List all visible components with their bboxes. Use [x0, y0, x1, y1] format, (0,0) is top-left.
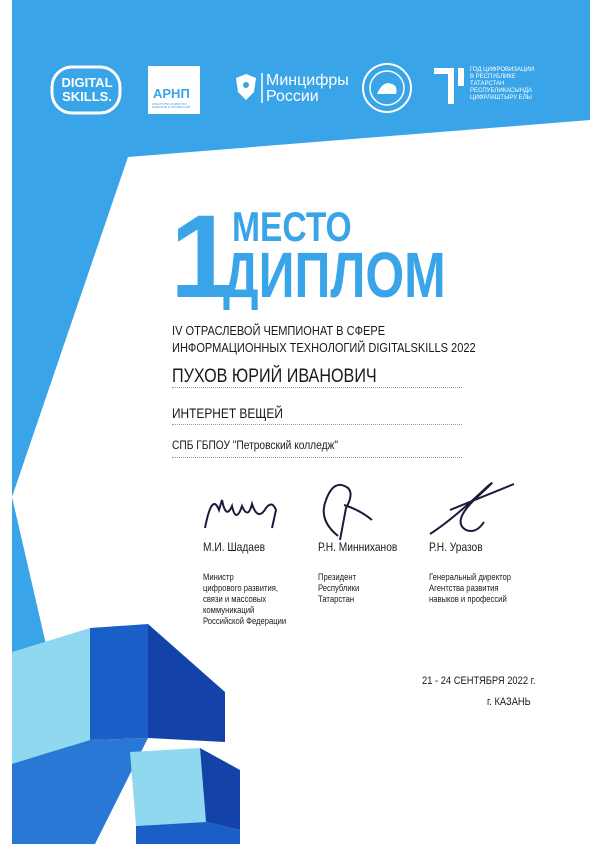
cube-light-left	[12, 628, 90, 764]
year-logo-line-2: В РЕСПУБЛИКЕ	[470, 74, 516, 80]
tatarstan-emblem-icon	[363, 64, 411, 112]
signatory-name-shadaev: М.И. Шадаев	[203, 540, 266, 554]
year-logo-line-4: РЕСПУБЛИКАСЫНДА	[470, 88, 533, 94]
signatory-title-urazov-3: навыков и профессий	[429, 594, 507, 604]
signatory-title-urazov-2: Агентства развития	[429, 583, 499, 593]
diploma-title: ДИПЛОМ	[223, 239, 446, 311]
year-logo-line-1: ГОД ЦИФРОВИЗАЦИИ	[470, 67, 535, 73]
year-logo-line-5: ЦИФРЛАШТЫРУ ЕЛЫ	[470, 95, 532, 101]
arnp-logo-subtext: АГЕНТСТВО РАЗВИТИЯ НАВЫКОВ И ПРОФЕССИЙ	[152, 102, 191, 109]
recipient-name-underline	[172, 387, 462, 388]
place-label: МЕСТО	[232, 203, 352, 250]
signatory-name-minnikhanov: Р.Н. Минниханов	[318, 540, 398, 554]
place-number: 1	[170, 191, 232, 323]
signatory-title-shadaev-3: связи и массовых	[203, 594, 267, 604]
competence-name: ИНТЕРНЕТ ВЕЩЕЙ	[172, 405, 283, 421]
cube-royal	[90, 624, 148, 740]
competence-underline	[172, 424, 462, 425]
championship-line-1: IV ОТРАСЛЕВОЙ ЧЕМПИОНАТ В СФЕРЕ	[172, 323, 386, 338]
signatory-title-shadaev-4: коммуникаций	[203, 605, 255, 615]
signatory-title-shadaev-5: Российской Федерации	[203, 616, 287, 626]
organization-underline	[172, 457, 462, 458]
signatory-title-urazov-1: Генеральный директор	[429, 572, 512, 582]
event-city: г. КАЗАНЬ	[487, 696, 531, 708]
championship-line-2: ИНФОРМАЦИОННЫХ ТЕХНОЛОГИЙ DIGITALSKILLS 2022	[172, 340, 476, 355]
small-cube-light	[130, 748, 206, 826]
event-dates: 21 - 24 СЕНТЯБРЯ 2022 г.	[422, 675, 536, 687]
arnp-logo-text: АРНП	[153, 86, 190, 101]
year-logo-line-3: ТАТАРСТАН	[470, 81, 505, 87]
signatory-title-minnikhanov-1: Президент	[318, 572, 357, 582]
digital-skills-logo: DIGITAL SKILLS.	[61, 75, 113, 104]
mincifry-line1: Минцифры	[266, 72, 349, 89]
mincifry-line2: России	[266, 88, 319, 105]
signatory-name-urazov: Р.Н. Уразов	[429, 540, 483, 554]
recipient-name: ПУХОВ ЮРИЙ ИВАНОВИЧ	[172, 366, 377, 387]
signatory-title-shadaev-1: Министр	[203, 572, 234, 582]
organization-name: СПБ ГБПОУ "Петровский колледж"	[172, 438, 338, 452]
signatory-title-shadaev-2: цифрового развития,	[203, 583, 279, 593]
signatory-title-minnikhanov-2: Республики	[318, 583, 360, 593]
signatory-title-minnikhanov-3: Татарстан	[318, 594, 355, 604]
